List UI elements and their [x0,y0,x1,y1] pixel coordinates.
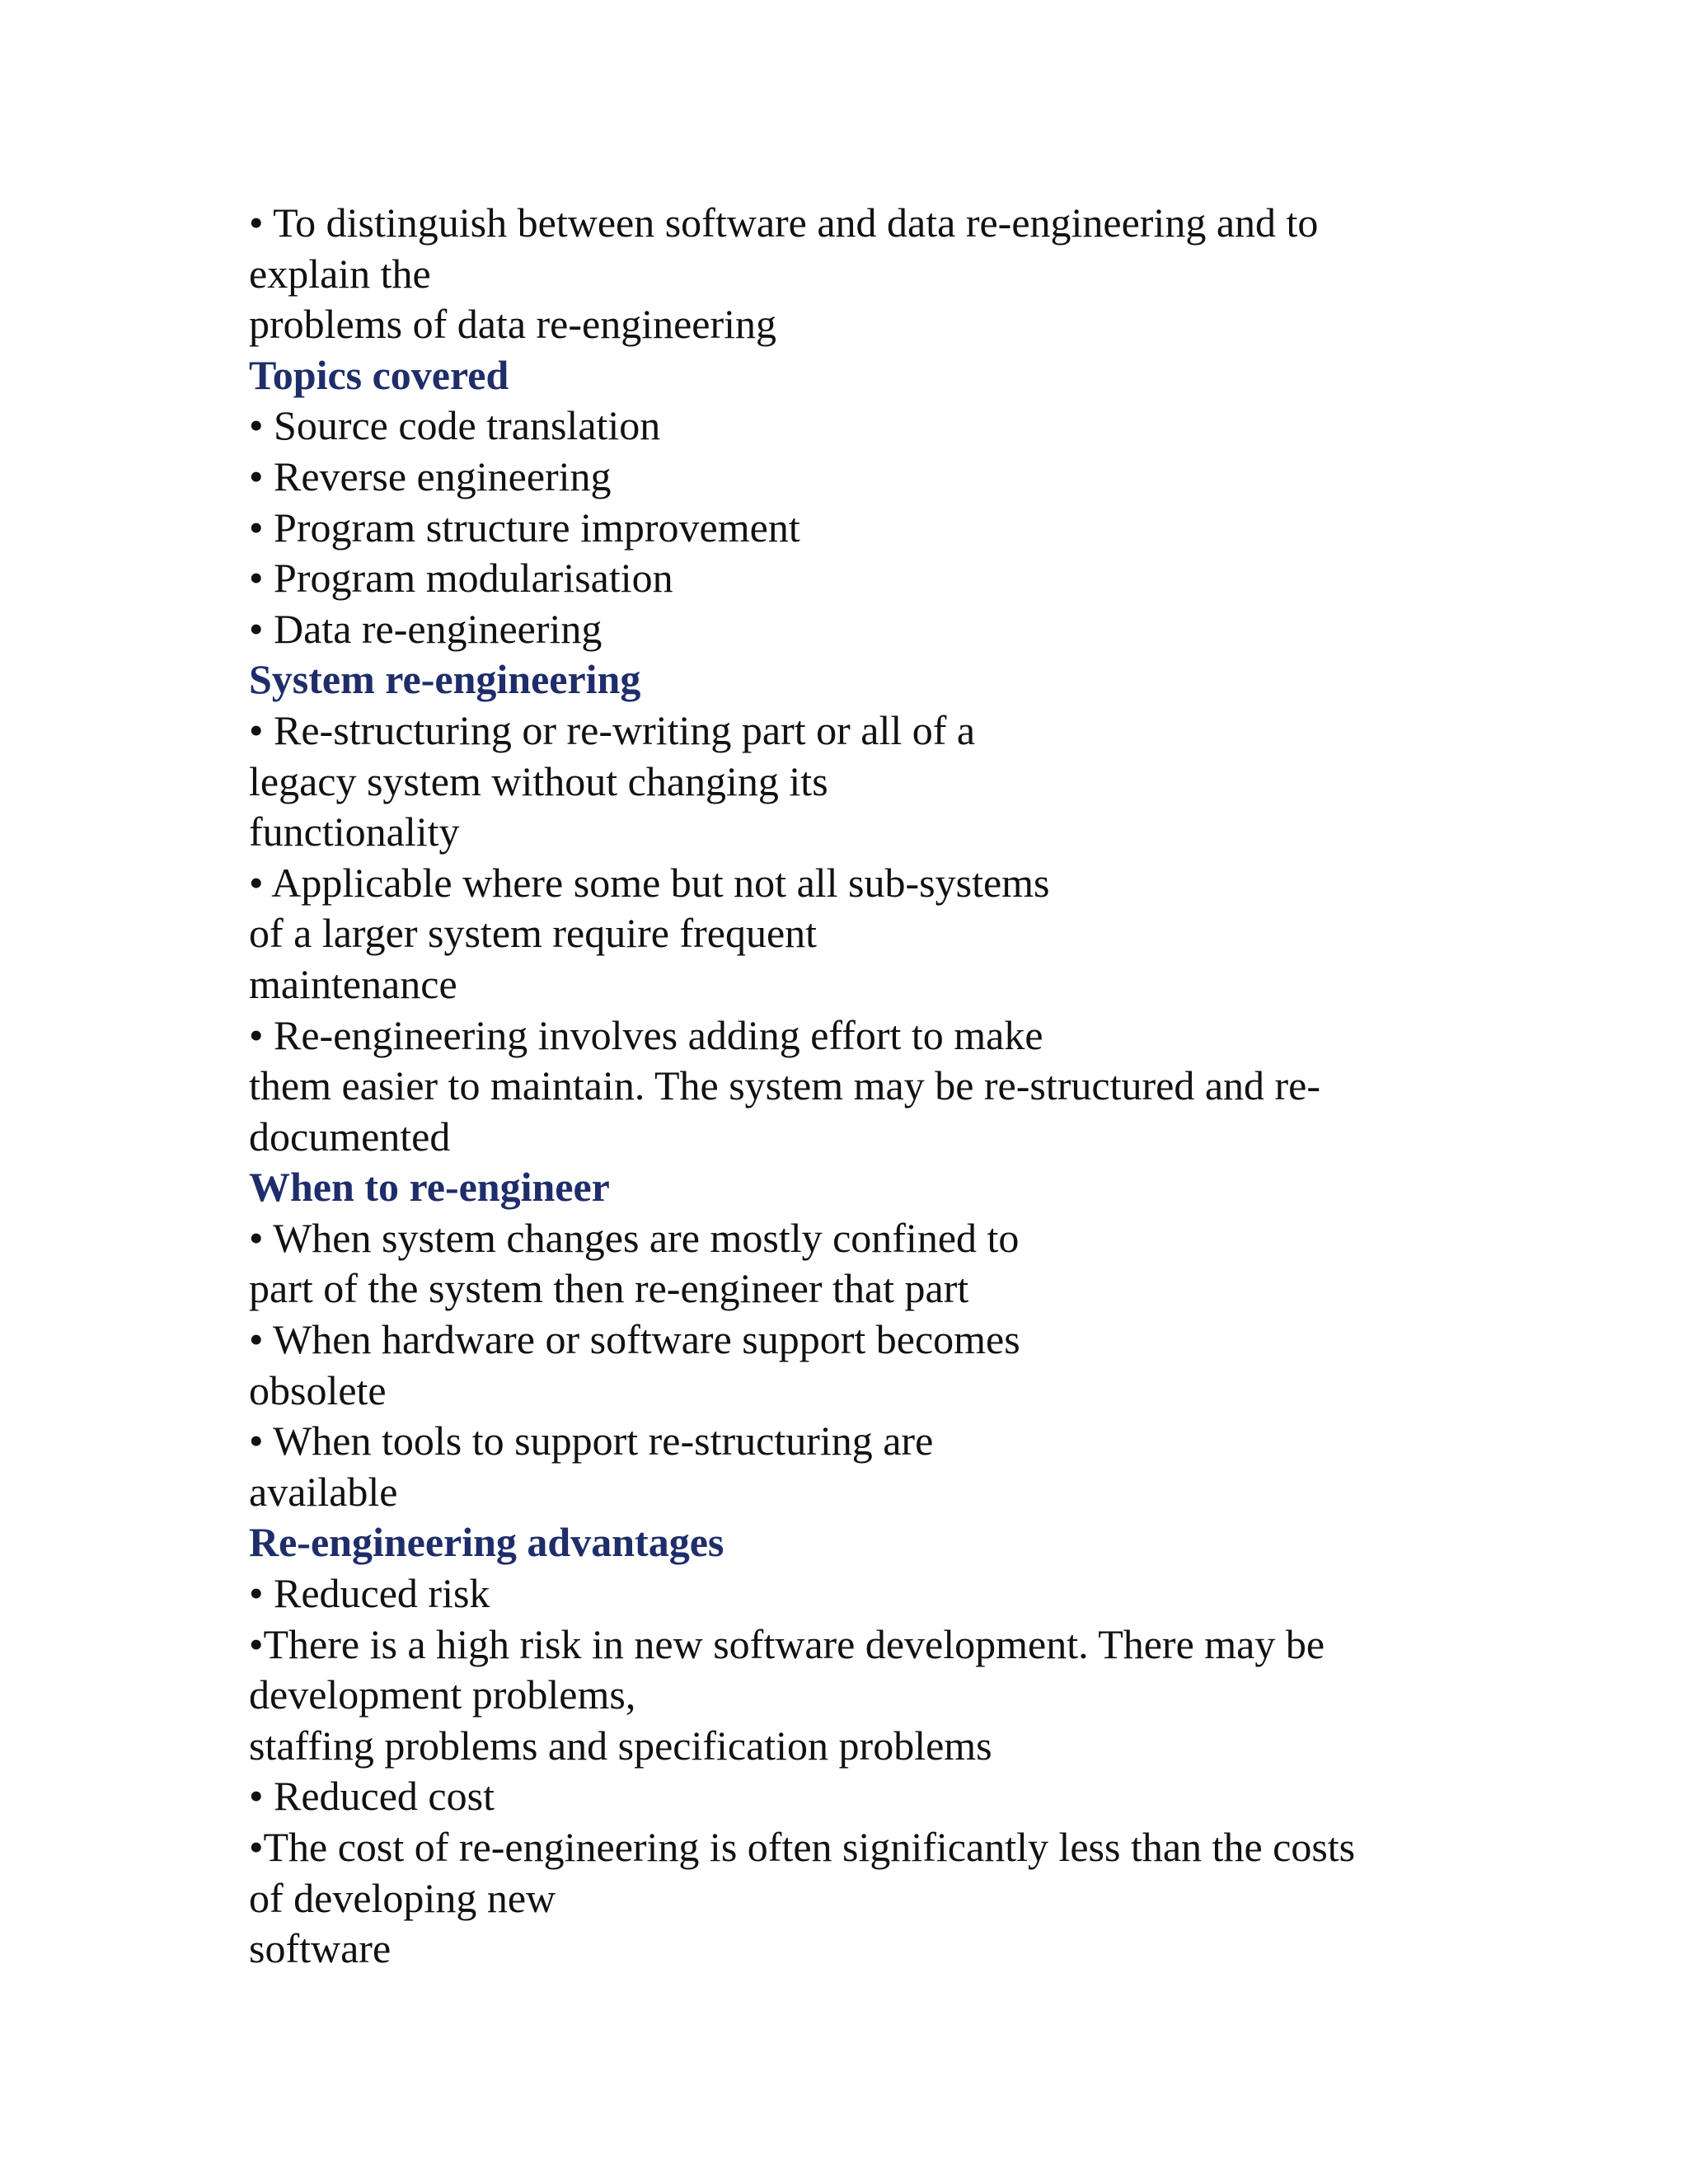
bullet-item: • Reduced risk [249,1570,490,1617]
section-heading-when-to-re-engineer: When to re-engineer [249,1164,610,1211]
bullet-item: • Data re-engineering [249,605,603,652]
bullet-item: • Re-structuring or re-writing part or all of a [249,706,976,753]
body-line: them easier to maintain. The system may be re-structured and re- [249,1062,1320,1109]
body-line: part of the system then re-engineer that part [249,1265,969,1312]
bullet-item: • When system changes are mostly confined to [249,1214,1020,1261]
body-line: staffing problems and specification problems [249,1722,992,1769]
bullet-item: • When tools to support re-structuring are [249,1418,934,1465]
document-body [249,198,1535,1975]
bullet-item: • Reverse engineering [249,452,612,499]
body-line: software [249,1925,392,1972]
body-line: documented [249,1113,451,1160]
body-line: explain the [249,250,431,297]
bullet-item: • Reduced cost [249,1773,495,1820]
body-line: functionality [249,808,460,855]
bullet-item: • Re-engineering involves adding effort to make [249,1011,1043,1058]
bullet-item: • Program structure improvement [249,504,800,551]
bullet-item: • Applicable where some but not all sub-systems [249,859,1050,906]
section-heading-topics-covered: Topics covered [249,351,509,398]
bullet-item: • Program modularisation [249,555,673,602]
body-line: of developing new [249,1874,556,1921]
body-line: obsolete [249,1366,387,1413]
section-heading-re-engineering-advantages: Re-engineering advantages [249,1519,724,1566]
body-line: legacy system without changing its [249,757,828,804]
body-line: development problems, [249,1671,636,1718]
bullet-item: •There is a high risk in new software development. There may be [249,1620,1325,1667]
bullet-item: • When hardware or software support becomes [249,1316,1020,1363]
body-line: available [249,1468,398,1515]
body-line: • To distinguish between software and data re-engineering and to [249,199,1319,246]
bullet-item: • Source code translation [249,402,661,449]
section-heading-system-re-engineering: System re-engineering [249,656,641,703]
body-line: maintenance [249,960,457,1007]
body-line: problems of data re-engineering [249,301,777,348]
body-line: of a larger system require frequent [249,910,818,957]
bullet-item: •The cost of re-engineering is often significantly less than the costs [249,1824,1356,1870]
